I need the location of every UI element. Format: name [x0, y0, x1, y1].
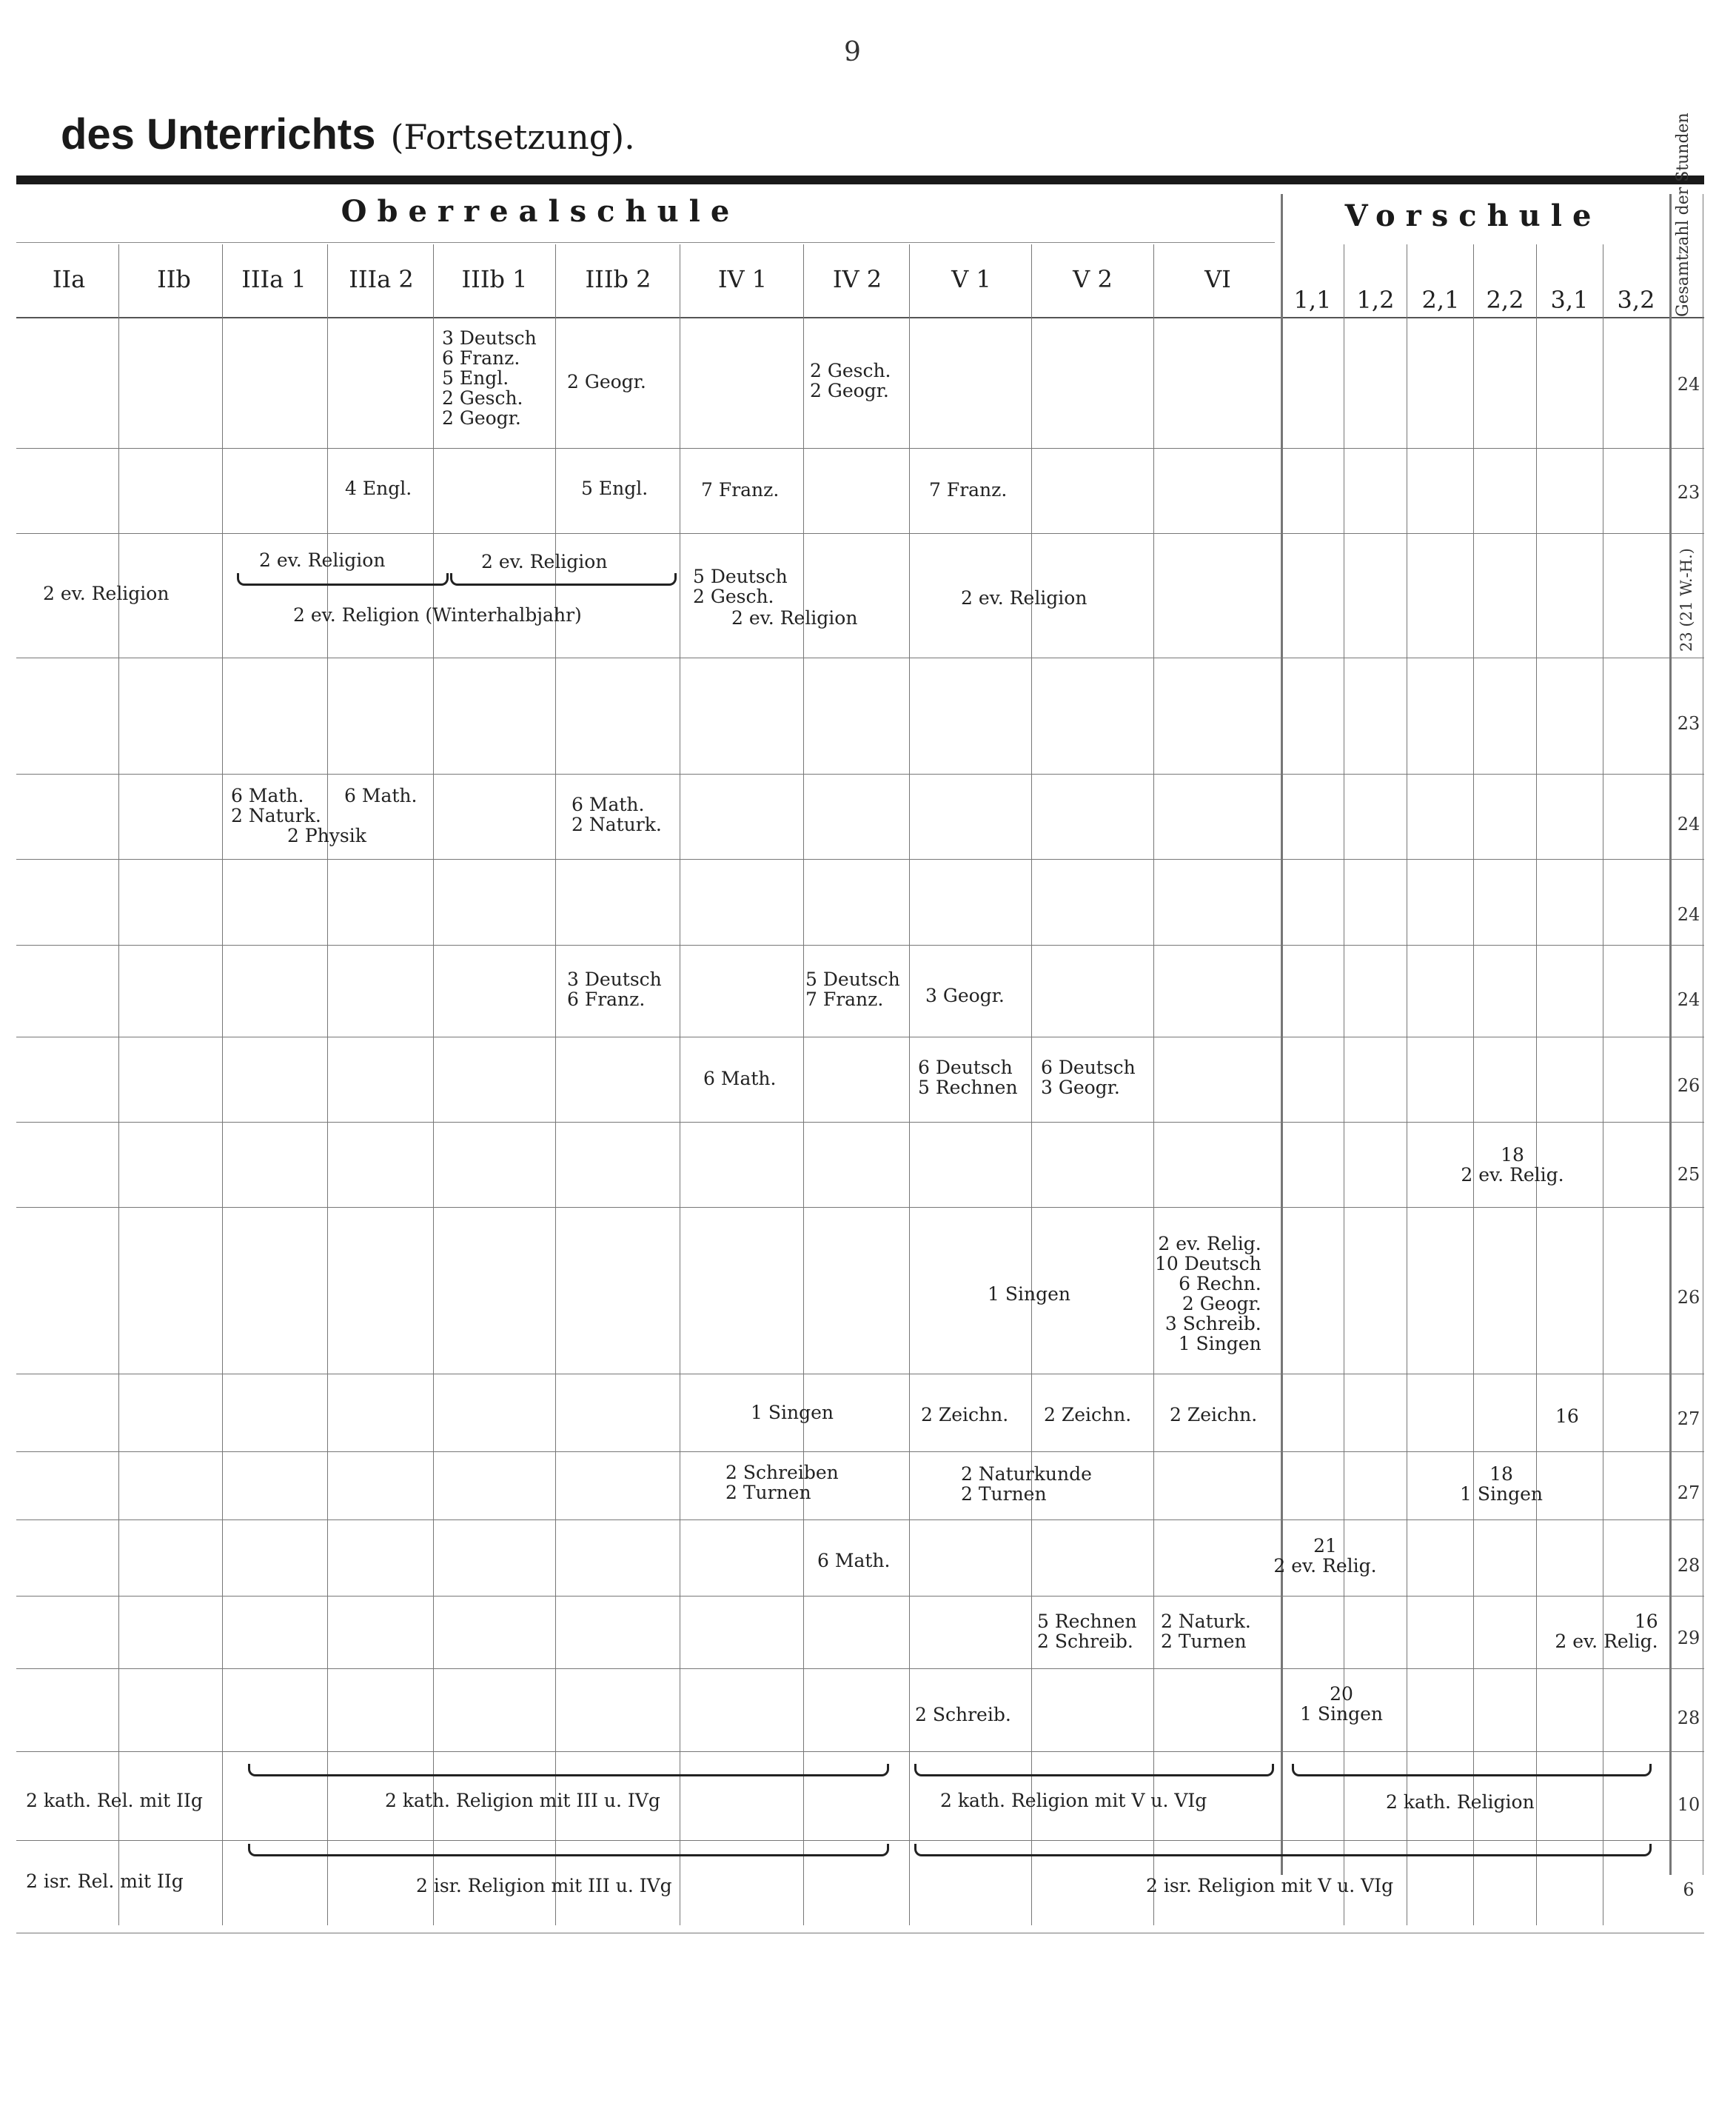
cell-r11-IV: 1 Singen: [751, 1402, 834, 1423]
cell-r11-3-1: 16: [1555, 1405, 1579, 1427]
cell-r5-IIIb2: 6 Math. 2 Naturk.: [572, 794, 662, 835]
column-header: IIIa 2: [349, 265, 414, 293]
cell-r12-V: 2 Naturkunde 2 Turnen: [961, 1463, 1092, 1505]
row-divider: [16, 1519, 1704, 1520]
column-divider: [1153, 244, 1154, 1925]
cell-r3-IIIb: 2 ev. Religion: [481, 551, 608, 572]
cell-r2-V1: 7 Franz.: [929, 479, 1008, 501]
row-divider: [16, 533, 1704, 534]
total-header: Gesamtzahl der Stunden: [1674, 113, 1692, 317]
title-main: des Unterrichts: [61, 110, 376, 158]
cell-r11-VI: 2 Zeichn.: [1170, 1404, 1258, 1425]
cell-r2-IV1: 7 Franz.: [701, 479, 780, 501]
row-divider: [16, 1668, 1704, 1669]
row-divider: [16, 1596, 1704, 1597]
cell-r3-IV1: 5 Deutsch 2 Gesch.: [693, 566, 788, 607]
cell-r16-II: 2 kath. Rel. mit IIg: [26, 1790, 203, 1811]
cell-r14-VI: 2 Naturk. 2 Turnen: [1161, 1611, 1251, 1652]
column-divider: [555, 244, 556, 1925]
section-vorschule: Vorschule: [1344, 198, 1602, 233]
cell-r12-vorschule2: 18 1 Singen: [1460, 1463, 1543, 1505]
title-sub: (Fortsetzung).: [390, 117, 635, 157]
column-header: IIIa 1: [241, 265, 306, 293]
column-divider: [433, 244, 434, 1925]
total-r17: 6: [1683, 1879, 1695, 1900]
column-header: IIa: [52, 265, 86, 293]
column-header: 2,2: [1486, 286, 1524, 314]
column-header: 3,1: [1550, 286, 1589, 314]
row-divider: [16, 859, 1704, 860]
total-r9: 25: [1677, 1164, 1700, 1185]
cell-r15-vorschule1: 20 1 Singen: [1300, 1683, 1383, 1725]
column-header: IIIb 2: [585, 265, 651, 293]
column-divider: [1473, 244, 1474, 1925]
cell-r3-IV: 2 ev. Religion: [731, 607, 858, 629]
total-r14: 29: [1677, 1628, 1700, 1648]
total-r10: 26: [1677, 1287, 1700, 1308]
column-header: 1,2: [1356, 286, 1395, 314]
cell-r10-V: 1 Singen: [988, 1283, 1070, 1305]
cell-r5-IIIa2: 6 Math.: [344, 785, 418, 806]
cell-r8-V2: 6 Deutsch 3 Geogr.: [1041, 1057, 1136, 1098]
row-divider: [16, 242, 1275, 243]
column-header: IIb: [157, 265, 191, 293]
cell-r12-IV: 2 Schreiben 2 Turnen: [725, 1462, 839, 1503]
column-header: IV 1: [717, 265, 768, 293]
cell-r1-IIIb1: 3 Deutsch 6 Franz. 5 Engl. 2 Gesch. 2 Geogr.: [442, 327, 537, 429]
column-divider: [222, 244, 223, 1925]
cell-r2-IIIb2: 5 Engl.: [581, 478, 649, 499]
section-oberrealschule: Oberrealschule: [341, 194, 740, 229]
row-divider: [16, 945, 1704, 946]
column-header: 1,1: [1293, 286, 1332, 314]
column-header: 2,1: [1421, 286, 1460, 314]
cell-r16-III-IV: 2 kath. Religion mit III u. IVg: [385, 1790, 660, 1811]
column-divider: [327, 244, 328, 1925]
brace-r17-III-IV: [248, 1844, 889, 1856]
cell-r17-II: 2 isr. Rel. mit IIg: [26, 1870, 184, 1892]
brace-r16-III-IV: [248, 1764, 889, 1776]
column-header: V 1: [951, 265, 991, 293]
total-r3: 23 (21 W.-H.): [1678, 548, 1695, 652]
brace-r3-IIIb: [450, 573, 677, 586]
page-title: [61, 110, 635, 159]
cell-r15-V1: 2 Schreib.: [915, 1704, 1011, 1725]
total-r12: 27: [1677, 1482, 1700, 1503]
column-header: 3,2: [1617, 286, 1655, 314]
cell-r17-V-vorschule: 2 isr. Religion mit V u. VIg: [1146, 1875, 1394, 1896]
row-divider: [16, 1207, 1704, 1208]
cell-r8-V1: 6 Deutsch 5 Rechnen: [918, 1057, 1018, 1098]
brace-r3-IIIa: [237, 573, 449, 586]
brace-r16-vorschule: [1292, 1764, 1652, 1776]
cell-r13-IV2: 6 Math.: [817, 1550, 891, 1571]
row-divider: [16, 774, 1704, 775]
cell-r9-vorschule2: 18 2 ev. Relig.: [1461, 1144, 1564, 1186]
total-r5: 24: [1677, 814, 1700, 835]
cell-r3-III: 2 ev. Religion (Winterhalbjahr): [293, 604, 582, 626]
cell-r5-IIIa: 2 Physik: [287, 825, 366, 846]
cell-r16-vorschule: 2 kath. Religion: [1386, 1791, 1535, 1813]
column-divider: [1031, 244, 1032, 1925]
cell-r13-1-1: 21 2 ev. Relig.: [1273, 1535, 1377, 1577]
column-header: V 2: [1073, 265, 1113, 293]
page-number: 9: [844, 37, 861, 67]
cell-r3-IIIa: 2 ev. Religion: [259, 549, 386, 571]
row-divider: [16, 317, 1704, 318]
brace-r16-V-VI: [914, 1764, 1274, 1776]
row-divider: [16, 1451, 1704, 1452]
cell-r17-III-IV: 2 isr. Religion mit III u. IVg: [416, 1875, 672, 1896]
row-divider: [16, 1840, 1704, 1841]
total-r16: 10: [1677, 1794, 1700, 1815]
cell-r7-IIIb2: 3 Deutsch 6 Franz.: [567, 969, 662, 1010]
column-header: IV 2: [832, 265, 882, 293]
row-divider: [16, 1122, 1704, 1123]
column-header: VI: [1204, 265, 1231, 293]
cell-r14-vorschule3: 16 2 ev. Relig.: [1555, 1611, 1658, 1652]
top-rule: [16, 175, 1704, 184]
total-r4: 23: [1677, 713, 1700, 734]
total-r13: 28: [1677, 1555, 1700, 1576]
cell-r14-V2: 5 Rechnen 2 Schreib.: [1037, 1611, 1137, 1652]
cell-r8-IV1: 6 Math.: [703, 1068, 777, 1089]
cell-r7-V1: 3 Geogr.: [925, 985, 1005, 1006]
column-divider: [1669, 194, 1672, 1875]
column-divider: [803, 244, 804, 1925]
total-r8: 26: [1677, 1075, 1700, 1096]
cell-r11-V1: 2 Zeichn.: [921, 1404, 1009, 1425]
total-r2: 23: [1677, 482, 1700, 503]
cell-r7-IV2: 5 Deutsch 7 Franz.: [805, 969, 900, 1010]
total-r15: 28: [1677, 1708, 1700, 1728]
cell-r5-IIIa1: 6 Math. 2 Naturk.: [231, 785, 321, 826]
column-divider: [909, 244, 910, 1925]
total-r1: 24: [1677, 374, 1700, 395]
column-header: IIIb 1: [461, 265, 528, 293]
cell-r3-II: 2 ev. Religion: [43, 583, 170, 604]
cell-r16-V-VI: 2 kath. Religion mit V u. VIg: [940, 1790, 1207, 1811]
cell-r1-IV2: 2 Gesch. 2 Geogr.: [810, 360, 891, 401]
cell-r3-V: 2 ev. Religion: [961, 587, 1087, 609]
cell-r10-VI: 2 ev. Relig. 10 Deutsch 6 Rechn. 2 Geogr. 3 Schreib. 1 Singen: [1155, 1233, 1261, 1354]
total-r7: 24: [1677, 989, 1700, 1010]
row-divider: [16, 448, 1704, 449]
cell-r1-IIIb2: 2 Geogr.: [567, 371, 646, 392]
column-divider: [1281, 194, 1283, 1875]
cell-r11-V2: 2 Zeichn.: [1044, 1404, 1132, 1425]
cell-r2-IIIa2: 4 Engl.: [345, 478, 412, 499]
column-divider: [118, 244, 119, 1925]
row-divider: [16, 1751, 1704, 1752]
column-divider: [1536, 244, 1537, 1925]
total-r11: 27: [1677, 1408, 1700, 1429]
brace-r17-V-vorschule: [914, 1844, 1652, 1856]
total-r6: 24: [1677, 904, 1700, 925]
